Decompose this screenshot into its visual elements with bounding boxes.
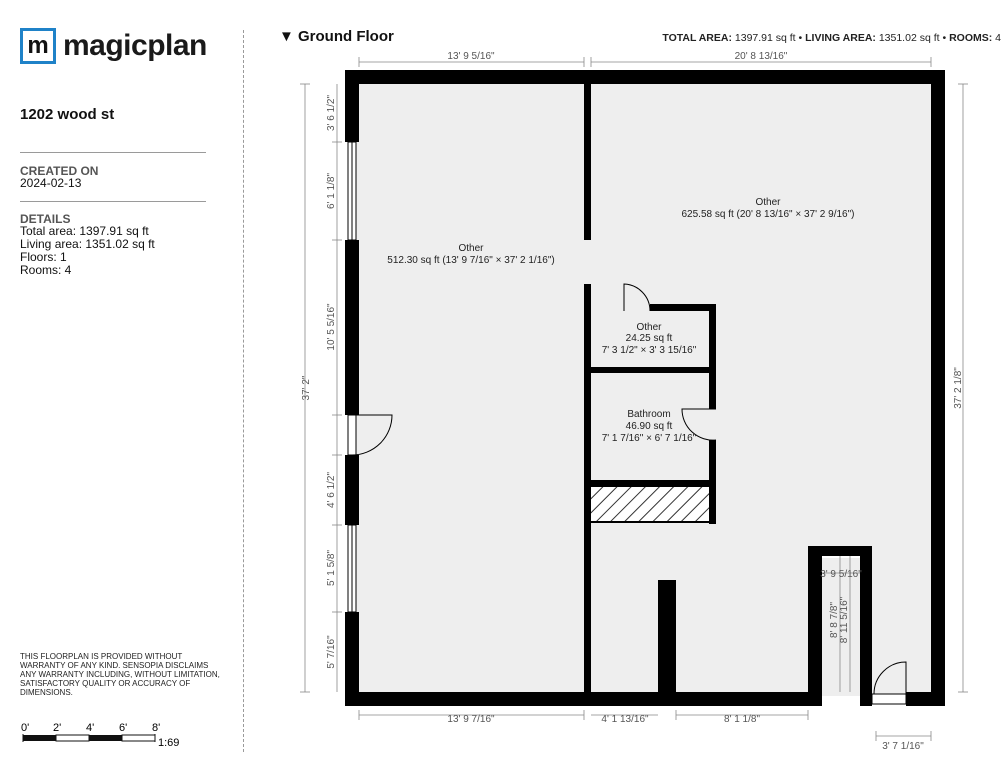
dim-alcove-width: 3' 9 5/16" — [820, 569, 862, 580]
floor-title: ▼ Ground Floor — [279, 28, 394, 45]
room-name: Other — [458, 243, 484, 254]
floor-summary: TOTAL AREA: 1397.91 sq ft • LIVING AREA: 1351.02 sq ft • ROOMS: 4 — [662, 32, 1001, 44]
dim-right-overall: 37' 2 1/8" — [953, 367, 964, 409]
details-total-area: Total area: 1397.91 sq ft — [20, 224, 149, 238]
room-name: Other — [755, 197, 781, 208]
room-area: 46.90 sq ft — [625, 421, 673, 432]
summary-rooms-label: ROOMS: — [949, 32, 993, 44]
dim-left-seg: 5' 1 5/8" — [326, 549, 337, 587]
summary-living-value: 1351.02 sq ft — [878, 32, 940, 44]
summary-living-label: LIVING AREA: — [805, 32, 876, 44]
room-name: Other — [636, 322, 662, 333]
dim-bottom-left: 13' 9 7/16" — [447, 714, 495, 725]
dim-top-left: 13' 9 5/16" — [447, 51, 495, 62]
logo-mark-letter: m — [27, 32, 49, 59]
room-size: 7' 1 7/16" × 6' 7 1/16" — [601, 433, 697, 444]
details-floors: Floors: 1 — [20, 250, 67, 264]
details-rooms: Rooms: 4 — [20, 263, 72, 277]
dim-top-right: 20' 8 13/16" — [734, 51, 788, 62]
dim-left-overall: 37' 2" — [301, 375, 312, 401]
summary-total-value: 1397.91 sq ft — [734, 32, 796, 44]
dim-bottom-mid: 4' 1 13/16" — [601, 714, 649, 725]
details-living-area: Living area: 1351.02 sq ft — [20, 237, 155, 251]
scale-tick-label: 4' — [86, 722, 95, 734]
scale-tick-label: 8' — [152, 722, 161, 734]
room-size: 7' 3 1/2" × 3' 3 15/16" — [601, 345, 697, 356]
dim-left-seg: 5' 7/16" — [326, 635, 337, 669]
hatched-fixture — [588, 486, 710, 522]
dim-left-seg: 4' 6 1/2" — [326, 471, 337, 509]
room-area: 625.58 sq ft (20' 8 13/16" × 37' 2 9/16") — [681, 209, 855, 220]
project-address: 1202 wood st — [20, 106, 115, 123]
room-area: 24.25 sq ft — [625, 333, 673, 344]
dim-left-seg: 6' 1 1/8" — [326, 172, 337, 210]
dim-bottom-far: 3' 7 1/16" — [882, 741, 924, 752]
details-title: DETAILS — [20, 212, 71, 226]
logo-text: magicplan — [63, 29, 207, 62]
scale-ratio: 1:69 — [158, 737, 180, 749]
scale-tick-label: 6' — [119, 722, 128, 734]
created-on-title: CREATED ON — [20, 164, 99, 178]
dim-alcove-depth: 8' 8 7/8" — [829, 601, 840, 639]
room-area: 512.30 sq ft (13' 9 7/16" × 37' 2 1/16") — [387, 255, 555, 266]
room-name: Bathroom — [627, 409, 671, 420]
summary-total-label: TOTAL AREA: — [662, 32, 732, 44]
scale-tick-label: 0' — [21, 722, 30, 734]
dim-alcove-depth: 8' 11 5/16" — [839, 596, 850, 644]
disclaimer: THIS FLOORPLAN IS PROVIDED WITHOUT WARRANTY OF ANY KIND. SENSOPIA DISCLAIMS ANY WARRANTY INCLUDING, WITHOUT LIMITATION, SATISFACTORY QUALITY OR ACCURACY OF DIMENSIONS. — [20, 652, 220, 697]
dim-left-seg: 3' 6 1/2" — [326, 94, 337, 132]
scale-tick-label: 2' — [53, 722, 62, 734]
created-on-date: 2024-02-13 — [20, 176, 82, 190]
dim-bottom-right: 8' 1 1/8" — [723, 714, 761, 725]
dim-left-seg: 10' 5 5/16" — [326, 303, 337, 351]
summary-rooms-value: 4 — [995, 32, 1001, 44]
